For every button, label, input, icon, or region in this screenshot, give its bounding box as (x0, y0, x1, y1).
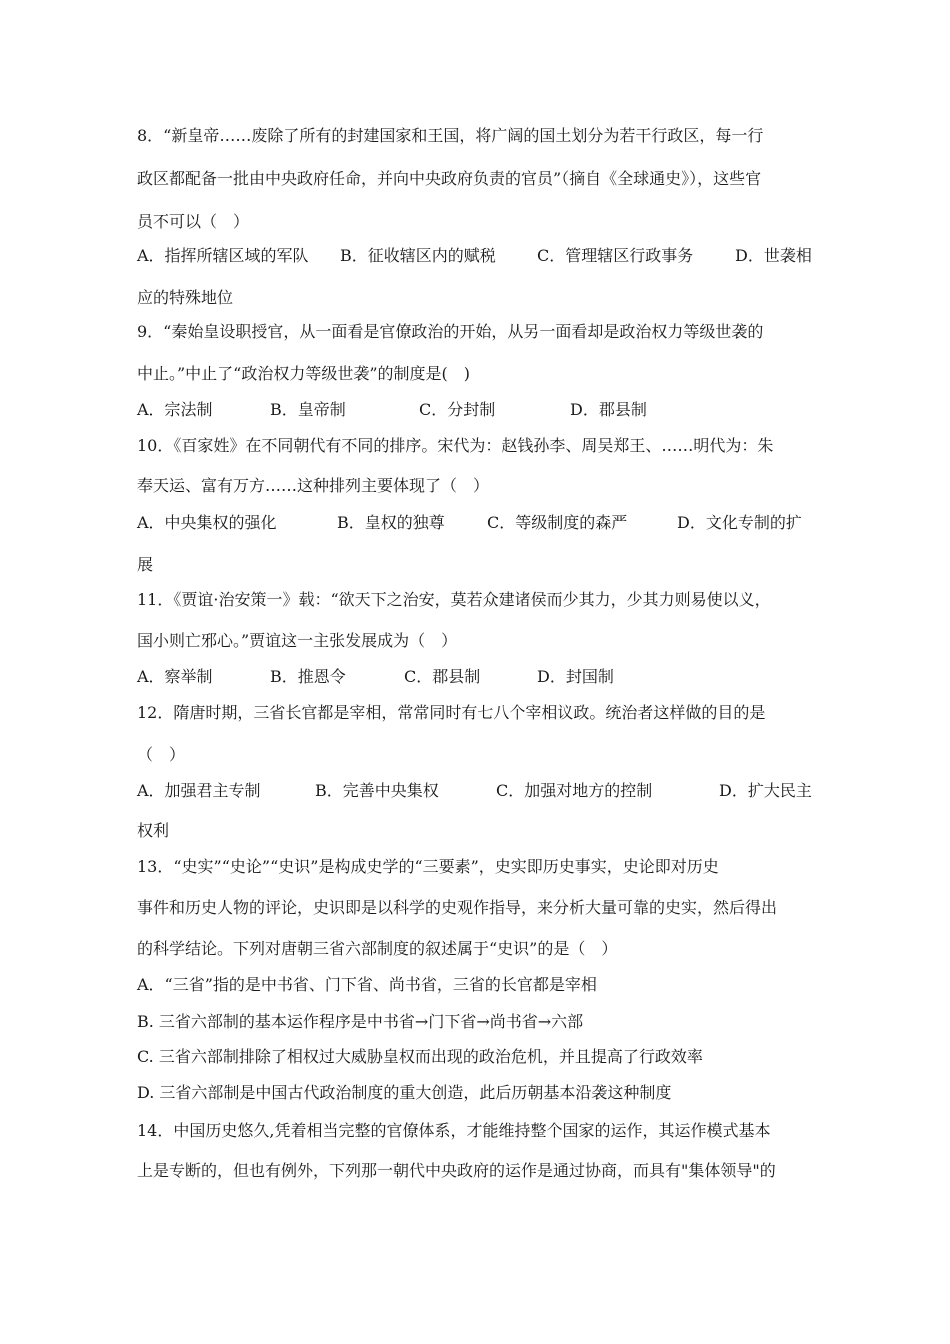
q9-option-a: A．宗法制 (137, 400, 213, 419)
q12-option-c: C．加强对地方的控制 (496, 781, 653, 800)
q9-options (137, 400, 827, 420)
q12-option-d-wrap: 权利 (137, 821, 170, 840)
q13-option-c: C. 三省六部制排除了相权过大威胁皇权而出现的政治危机，并且提高了行政效率 (137, 1047, 703, 1066)
q9-line-1: 9．“秦始皇设职授官，从一面看是官僚政治的开始，从另一面看却是政治权力等级世袭的 (137, 322, 764, 341)
q9-option-c: C．分封制 (419, 400, 496, 419)
q13-line-3: 的科学结论。下列对唐朝三省六部制度的叙述属于“史识”的是（ ） (137, 939, 618, 958)
q13-line-1: 13．“史实”“史论”“史识”是构成史学的“三要素”，史实即历史事实，史论即对历史 (137, 857, 719, 876)
q8-option-d: D．世袭相 (735, 246, 812, 265)
q11-option-b: B．推恩令 (270, 667, 346, 686)
q14-line-1: 14．中国历史悠久,凭着相当完整的官僚体系，才能维持整个国家的运作，其运作模式基本 (137, 1121, 771, 1140)
q9-option-b: B．皇帝制 (270, 400, 346, 419)
q12-line-1: 12．隋唐时期，三省长官都是宰相，常常同时有七八个宰相议政。统治者这样做的目的是 (137, 703, 766, 722)
q8-option-d-wrap: 应的特殊地位 (137, 288, 234, 307)
q13-option-a: A．“三省”指的是中书省、门下省、尚书省，三省的长官都是宰相 (137, 975, 597, 994)
q11-option-c: C．郡县制 (404, 667, 481, 686)
q12-option-d: D．扩大民主 (719, 781, 812, 800)
q13-option-d: D. 三省六部制是中国古代政治制度的重大创造，此后历朝基本沿袭这种制度 (137, 1083, 672, 1102)
q8-options (137, 246, 827, 266)
q11-line-1: 11．《贾谊·治安策一》载：“欲天下之治安，莫若众建诸侯而少其力，少其力则易使以义， (137, 590, 771, 609)
q11-line-2: 国小则亡邪心。”贾谊这一主张发展成为（ ） (137, 631, 458, 650)
q8-option-a: A．指挥所辖区域的军队 (137, 246, 309, 265)
q9-line-2: 中止。”中止了“政治权力等级世袭”的制度是( ) (137, 364, 471, 383)
q8-option-b: B．征收辖区内的赋税 (340, 246, 496, 265)
q14-line-2: 上是专断的，但也有例外，下列那一朝代中央政府的运作是通过协商，而具有"集体领导"的 (137, 1161, 776, 1180)
q12-options (137, 781, 827, 801)
q12-option-a: A．加强君主专制 (137, 781, 261, 800)
q8-line-3: 员不可以（ ） (137, 212, 250, 231)
q8-line-1: 8．“新皇帝……废除了所有的封建国家和王国，将广阔的国土划分为若干行政区，每一行 (137, 126, 764, 145)
q9-option-d: D．郡县制 (570, 400, 647, 419)
q10-option-b: B．皇权的独尊 (337, 513, 445, 532)
q10-option-d: D．文化专制的扩 (677, 513, 802, 532)
q10-option-d-wrap: 展 (137, 555, 154, 574)
q10-option-a: A．中央集权的强化 (137, 513, 277, 532)
q13-option-b: B. 三省六部制的基本运作程序是中书省→门下省→尚书省→六部 (137, 1012, 584, 1031)
q12-option-b: B．完善中央集权 (315, 781, 439, 800)
q11-option-d: D．封国制 (537, 667, 614, 686)
q12-line-2: （ ） (137, 745, 186, 764)
q8-line-2: 政区都配备一批由中央政府任命，并向中央政府负责的官员”（摘自《全球通史》），这些官 (137, 169, 762, 188)
q10-line-1: 10．《百家姓》在不同朝代有不同的排序。宋代为：赵钱孙李、周吴郑王、……明代为：朱 (137, 436, 774, 455)
q13-line-2: 事件和历史人物的评论，史识即是以科学的史观作指导，来分析大量可靠的史实，然后得出 (137, 898, 778, 917)
q10-options (137, 513, 827, 533)
q10-line-2: 奉天运、富有万方……这种排列主要体现了（ ） (137, 476, 490, 495)
q10-option-c: C．等级制度的森严 (487, 513, 628, 532)
q11-options (137, 667, 827, 687)
q8-option-c: C．管理辖区行政事务 (537, 246, 694, 265)
q11-option-a: A．察举制 (137, 667, 213, 686)
